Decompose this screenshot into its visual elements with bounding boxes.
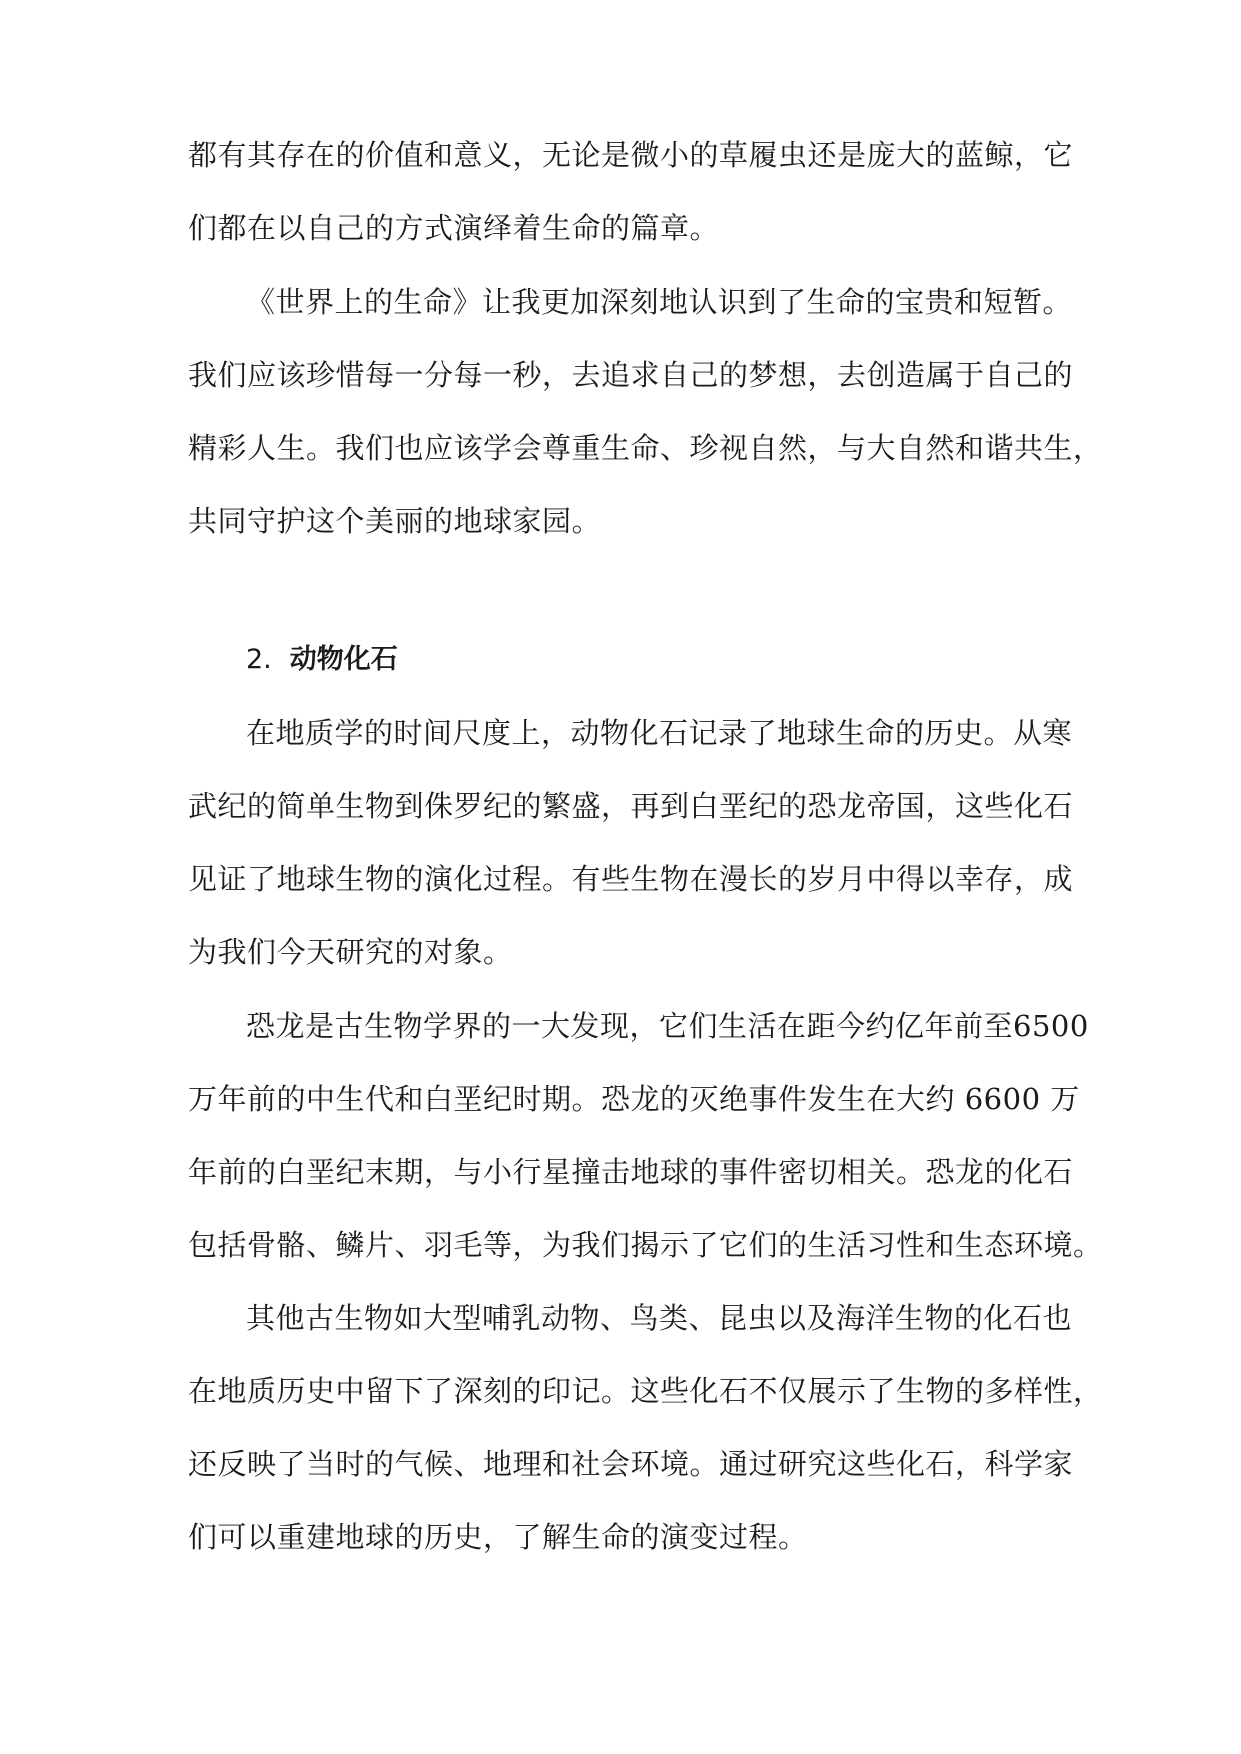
- section-heading: [246, 640, 398, 680]
- text-line: 们都在以自己的方式演绎着生命的篇章。: [188, 211, 720, 245]
- text-line: 我们应该珍惜每一分每一秒，去追求自己的梦想，去创造属于自己的: [188, 358, 1074, 392]
- text-line: 万年前的中生代和白垩纪时期。恐龙的灭绝事件发生在大约 6600 万: [188, 1082, 1080, 1116]
- text-line: 在地质学的时间尺度上，动物化石记录了地球生命的历史。从寒: [246, 716, 1073, 750]
- text-line: 精彩人生。我们也应该学会尊重生命、珍视自然，与大自然和谐共生，: [188, 431, 1103, 465]
- text-line: 年前的白垩纪末期，与小行星撞击地球的事件密切相关。恐龙的化石: [188, 1155, 1074, 1189]
- section-number: 2.: [246, 644, 272, 675]
- text-line: 还反映了当时的气候、地理和社会环境。通过研究这些化石，科学家: [188, 1447, 1074, 1481]
- text-line: 共同守护这个美丽的地球家园。: [188, 504, 602, 538]
- text-line: 在地质历史中留下了深刻的印记。这些化石不仅展示了生物的多样性，: [188, 1374, 1103, 1408]
- text-line: 见证了地球生物的演化过程。有些生物在漫长的岁月中得以幸存，成: [188, 862, 1074, 896]
- text-line: 们可以重建地球的历史，了解生命的演变过程。: [188, 1520, 808, 1554]
- text-line: 都有其存在的价值和意义，无论是微小的草履虫还是庞大的蓝鲸，它: [188, 138, 1074, 172]
- section-title: 动物化石: [289, 644, 398, 675]
- text-line: 《世界上的生命》让我更加深刻地认识到了生命的宝贵和短暂。: [246, 285, 1073, 319]
- text-line: 恐龙是古生物学界的一大发现，它们生活在距今约亿年前至6500: [246, 1009, 1089, 1043]
- text-line: 为我们今天研究的对象。: [188, 935, 513, 969]
- text-line: 其他古生物如大型哺乳动物、鸟类、昆虫以及海洋生物的化石也: [246, 1301, 1073, 1335]
- text-line: 包括骨骼、鳞片、羽毛等，为我们揭示了它们的生活习性和生态环境。: [188, 1228, 1103, 1262]
- text-line: 武纪的简单生物到侏罗纪的繁盛，再到白垩纪的恐龙帝国，这些化石: [188, 789, 1074, 823]
